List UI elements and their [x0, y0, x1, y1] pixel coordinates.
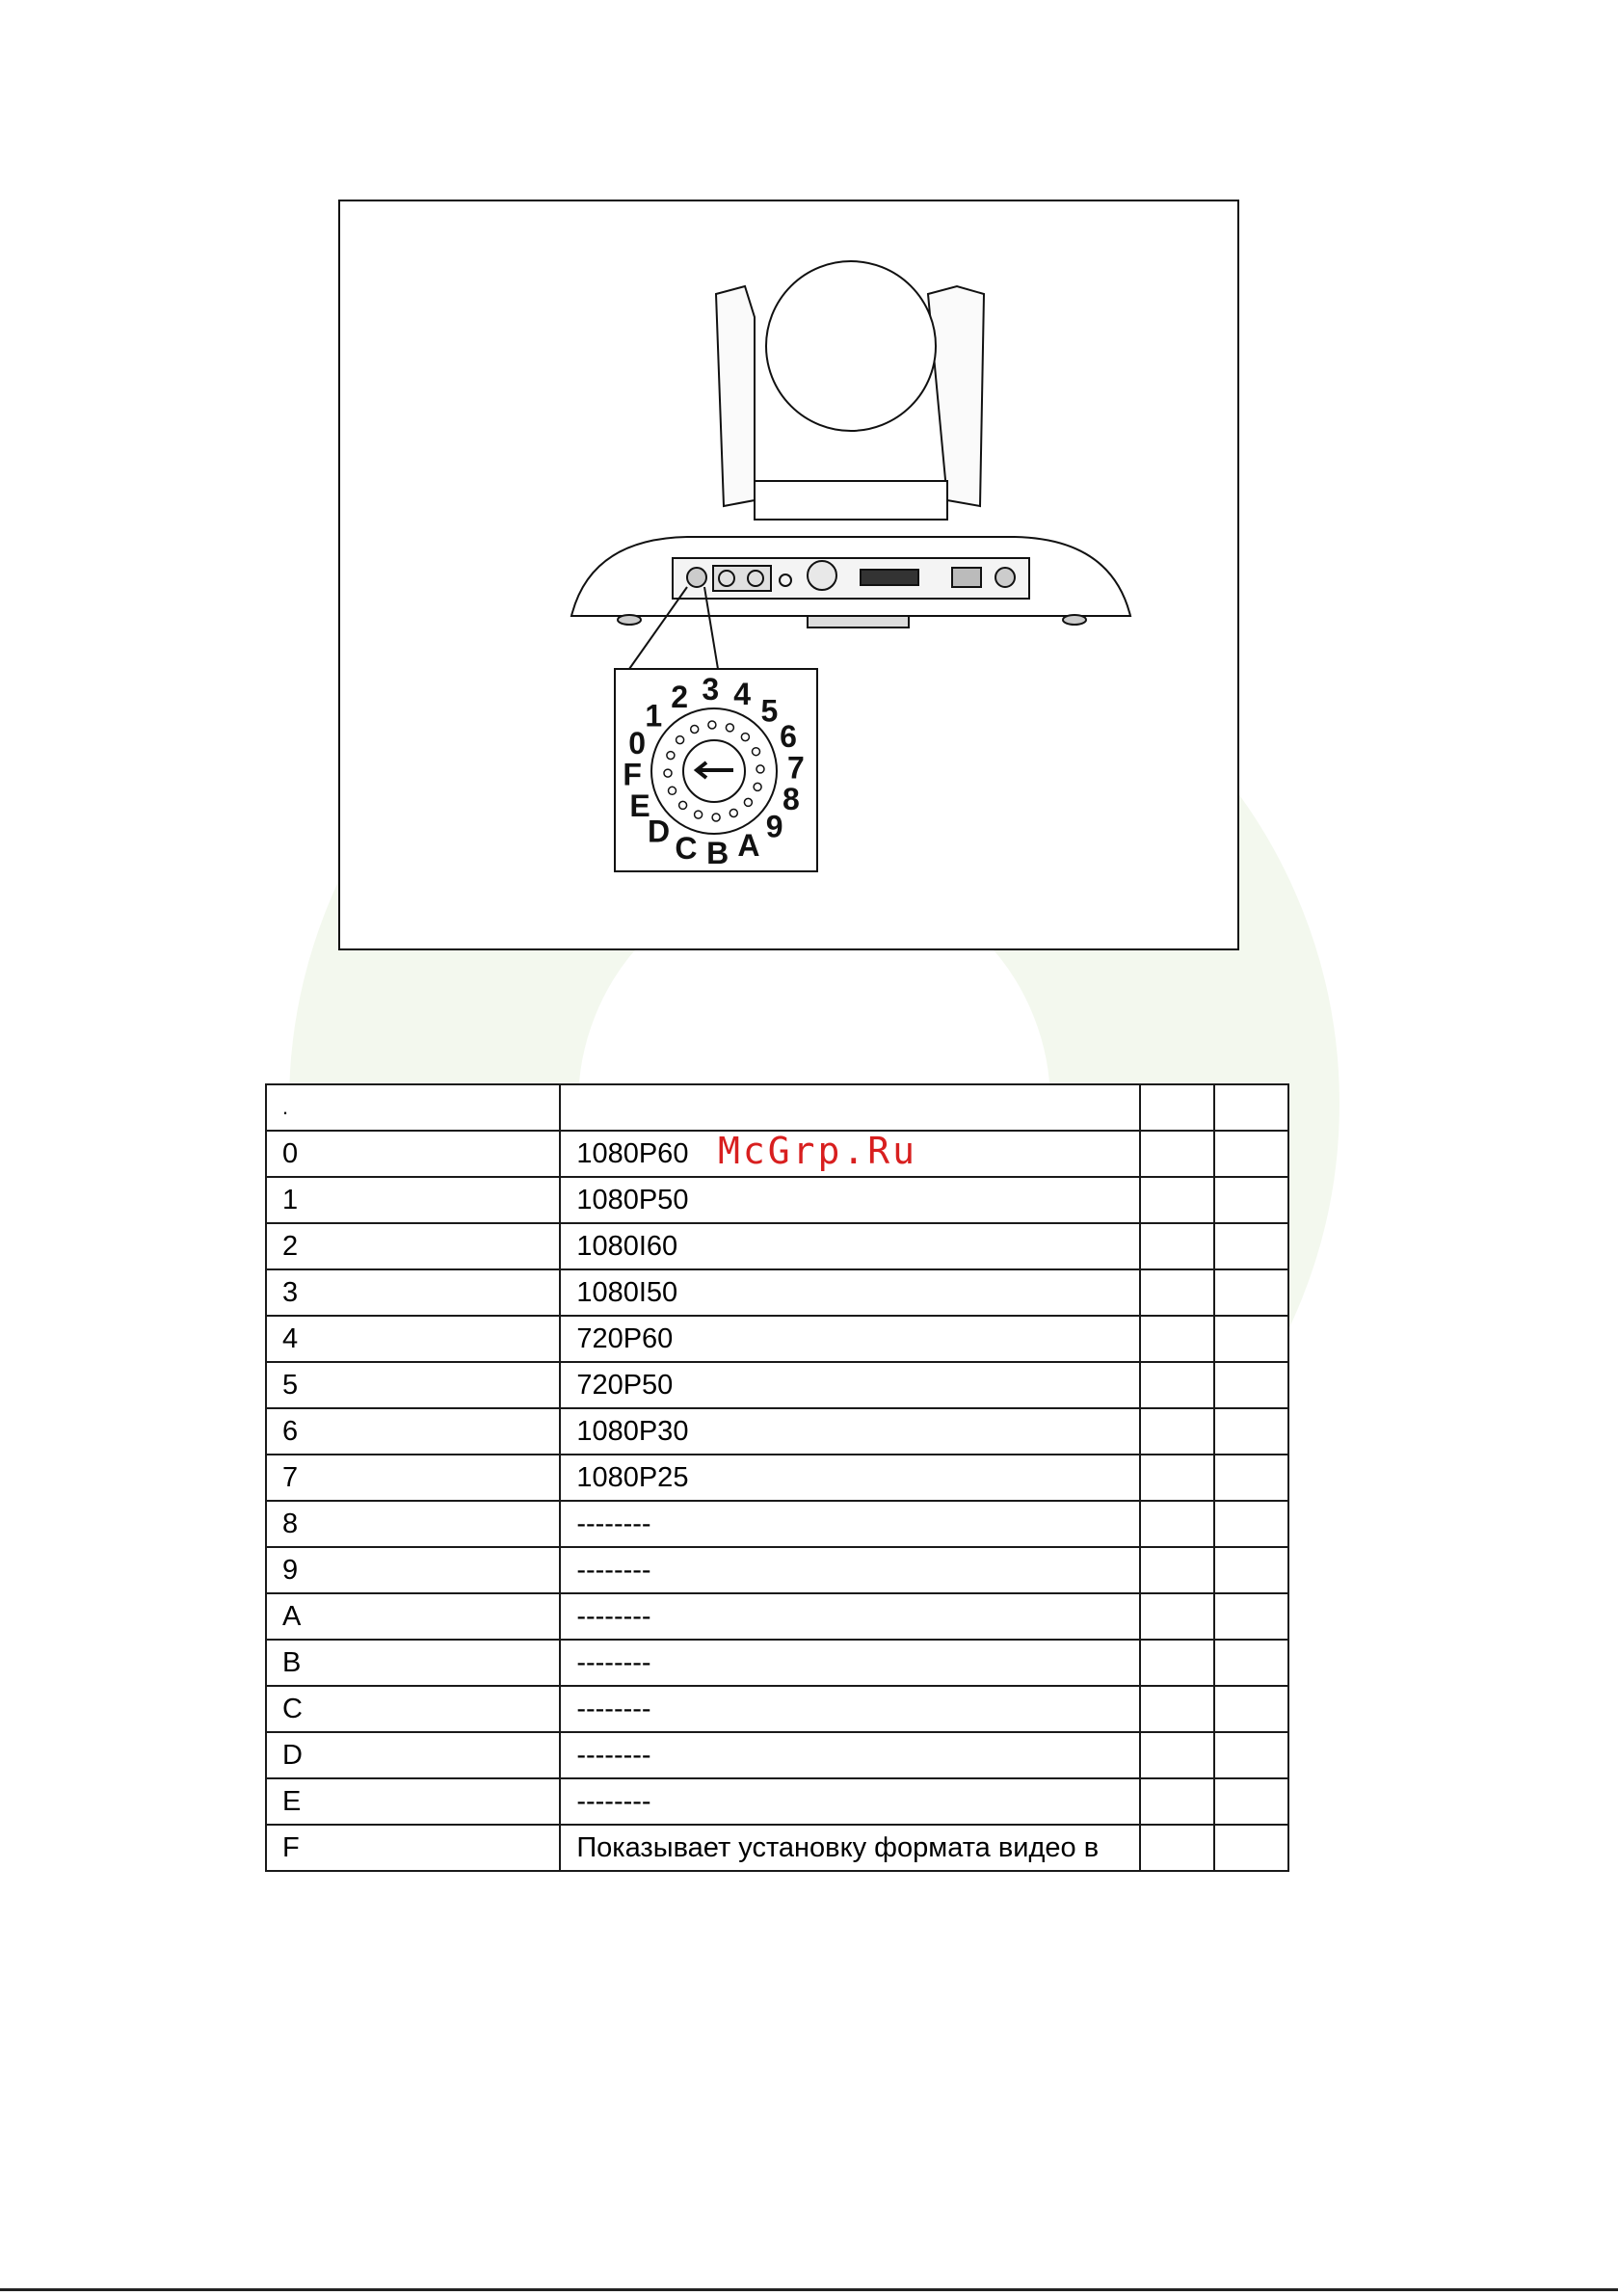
camera-yoke [755, 481, 947, 520]
table-row [266, 1640, 1288, 1686]
dial-digit-label: F [623, 757, 642, 792]
extra-cell-1 [1140, 1408, 1214, 1455]
video-format-cell: 720P60 [560, 1316, 1140, 1362]
dial-digit-label: D [648, 814, 671, 849]
video-format-cell: -------- [560, 1501, 1140, 1547]
dial-digit-label: 0 [628, 725, 646, 761]
dial-digit-label: 2 [671, 680, 688, 714]
dial-digit-label: C [675, 830, 698, 866]
extra-cell-2 [1214, 1131, 1288, 1177]
dial-digit-label: 4 [733, 677, 751, 712]
extra-cell-2 [1214, 1223, 1288, 1269]
video-format-cell: -------- [560, 1778, 1140, 1825]
video-format-cell: -------- [560, 1640, 1140, 1686]
switch-position-cell: 3 [266, 1269, 560, 1316]
table-row [266, 1825, 1288, 1871]
switch-position-cell: 9 [266, 1547, 560, 1593]
video-format-cell: -------- [560, 1593, 1140, 1640]
video-format-cell: -------- [560, 1547, 1140, 1593]
switch-position-cell: B [266, 1640, 560, 1686]
switch-position-cell: 7 [266, 1455, 560, 1501]
extra-cell-2 [1214, 1269, 1288, 1316]
header-cell-format [560, 1084, 1140, 1131]
video-format-cell: 1080P60 [560, 1131, 1140, 1177]
switch-position-cell: 1 [266, 1177, 560, 1223]
extra-cell-2 [1214, 1825, 1288, 1871]
dial-digit-label: E [629, 788, 650, 823]
extra-cell-2 [1214, 1362, 1288, 1408]
header-cell-switch: . [266, 1084, 560, 1131]
table-header-row [266, 1084, 1288, 1131]
video-format-cell: -------- [560, 1686, 1140, 1732]
table-row [266, 1408, 1288, 1455]
video-format-cell: 1080P30 [560, 1408, 1140, 1455]
dial-digit-label: 1 [645, 698, 663, 734]
switch-position-cell: F [266, 1825, 560, 1871]
extra-cell-1 [1140, 1362, 1214, 1408]
table-row [266, 1362, 1288, 1408]
switch-position-cell: 8 [266, 1501, 560, 1547]
extra-cell-1 [1140, 1316, 1214, 1362]
video-format-cell: 1080P25 [560, 1455, 1140, 1501]
dial-digit-label: 5 [760, 693, 779, 729]
extra-cell-1 [1140, 1223, 1214, 1269]
extra-cell-1 [1140, 1686, 1214, 1732]
extra-cell-1 [1140, 1778, 1214, 1825]
table-row [266, 1686, 1288, 1732]
table-row [266, 1593, 1288, 1640]
dial-digit-label: A [737, 828, 760, 863]
switch-position-cell: 2 [266, 1223, 560, 1269]
video-format-cell: 720P50 [560, 1362, 1140, 1408]
table-row [266, 1778, 1288, 1825]
extra-cell-1 [1140, 1825, 1214, 1871]
camera-head [766, 261, 936, 431]
table-row [266, 1455, 1288, 1501]
extra-cell-1 [1140, 1177, 1214, 1223]
video-format-table [265, 1083, 1289, 1872]
ptz-camera-rear-illustration [340, 201, 1237, 948]
table-row [266, 1223, 1288, 1269]
extra-cell-2 [1214, 1778, 1288, 1825]
camera-left-arm [716, 286, 755, 506]
extra-cell-1 [1140, 1547, 1214, 1593]
video-format-cell: 1080P50 [560, 1177, 1140, 1223]
table-row [266, 1269, 1288, 1316]
table-row [266, 1732, 1288, 1778]
base-foot-center [808, 616, 909, 627]
extra-cell-2 [1214, 1501, 1288, 1547]
dial-digit-label: 9 [765, 809, 783, 844]
camera-right-arm [928, 286, 984, 506]
extra-cell-1 [1140, 1501, 1214, 1547]
extra-cell-1 [1140, 1131, 1214, 1177]
extra-cell-1 [1140, 1593, 1214, 1640]
dial-digit-label: 6 [780, 719, 797, 755]
extra-cell-1 [1140, 1732, 1214, 1778]
extra-cell-2 [1214, 1593, 1288, 1640]
switch-position-cell: A [266, 1593, 560, 1640]
table-row [266, 1547, 1288, 1593]
extra-cell-2 [1214, 1686, 1288, 1732]
dial-digit-label: 8 [782, 782, 800, 817]
base-foot-right [1063, 615, 1086, 625]
header-cell-extra-2 [1214, 1084, 1288, 1131]
switch-position-cell: E [266, 1778, 560, 1825]
extra-cell-1 [1140, 1640, 1214, 1686]
dial-digit-label: 3 [702, 672, 720, 707]
video-format-cell: 1080I50 [560, 1269, 1140, 1316]
extra-cell-2 [1214, 1177, 1288, 1223]
switch-position-cell: 0 [266, 1131, 560, 1177]
switch-position-cell: 6 [266, 1408, 560, 1455]
switch-position-cell: 5 [266, 1362, 560, 1408]
base-foot-left [618, 615, 641, 625]
switch-position-cell: D [266, 1732, 560, 1778]
extra-cell-1 [1140, 1455, 1214, 1501]
switch-position-cell: C [266, 1686, 560, 1732]
dial-digit-label: 7 [787, 750, 805, 786]
video-format-cell: 1080I60 [560, 1223, 1140, 1269]
extra-cell-2 [1214, 1640, 1288, 1686]
dial-digit-label: B [706, 835, 729, 870]
table-row [266, 1177, 1288, 1223]
table-row [266, 1316, 1288, 1362]
extra-cell-2 [1214, 1408, 1288, 1455]
header-cell-extra-1 [1140, 1084, 1214, 1131]
table-row [266, 1501, 1288, 1547]
rotary-switch-port [687, 568, 706, 587]
video-format-cell: Показывает установку формата видео в [560, 1825, 1140, 1871]
extra-cell-2 [1214, 1455, 1288, 1501]
extra-cell-2 [1214, 1316, 1288, 1362]
extra-cell-1 [1140, 1269, 1214, 1316]
switch-position-cell: 4 [266, 1316, 560, 1362]
camera-figure [338, 200, 1239, 950]
extra-cell-2 [1214, 1732, 1288, 1778]
page-bottom-rule [0, 2288, 1618, 2291]
video-format-cell: -------- [560, 1732, 1140, 1778]
extra-cell-2 [1214, 1547, 1288, 1593]
watermark-text: McGrp.Ru [718, 1130, 918, 1172]
